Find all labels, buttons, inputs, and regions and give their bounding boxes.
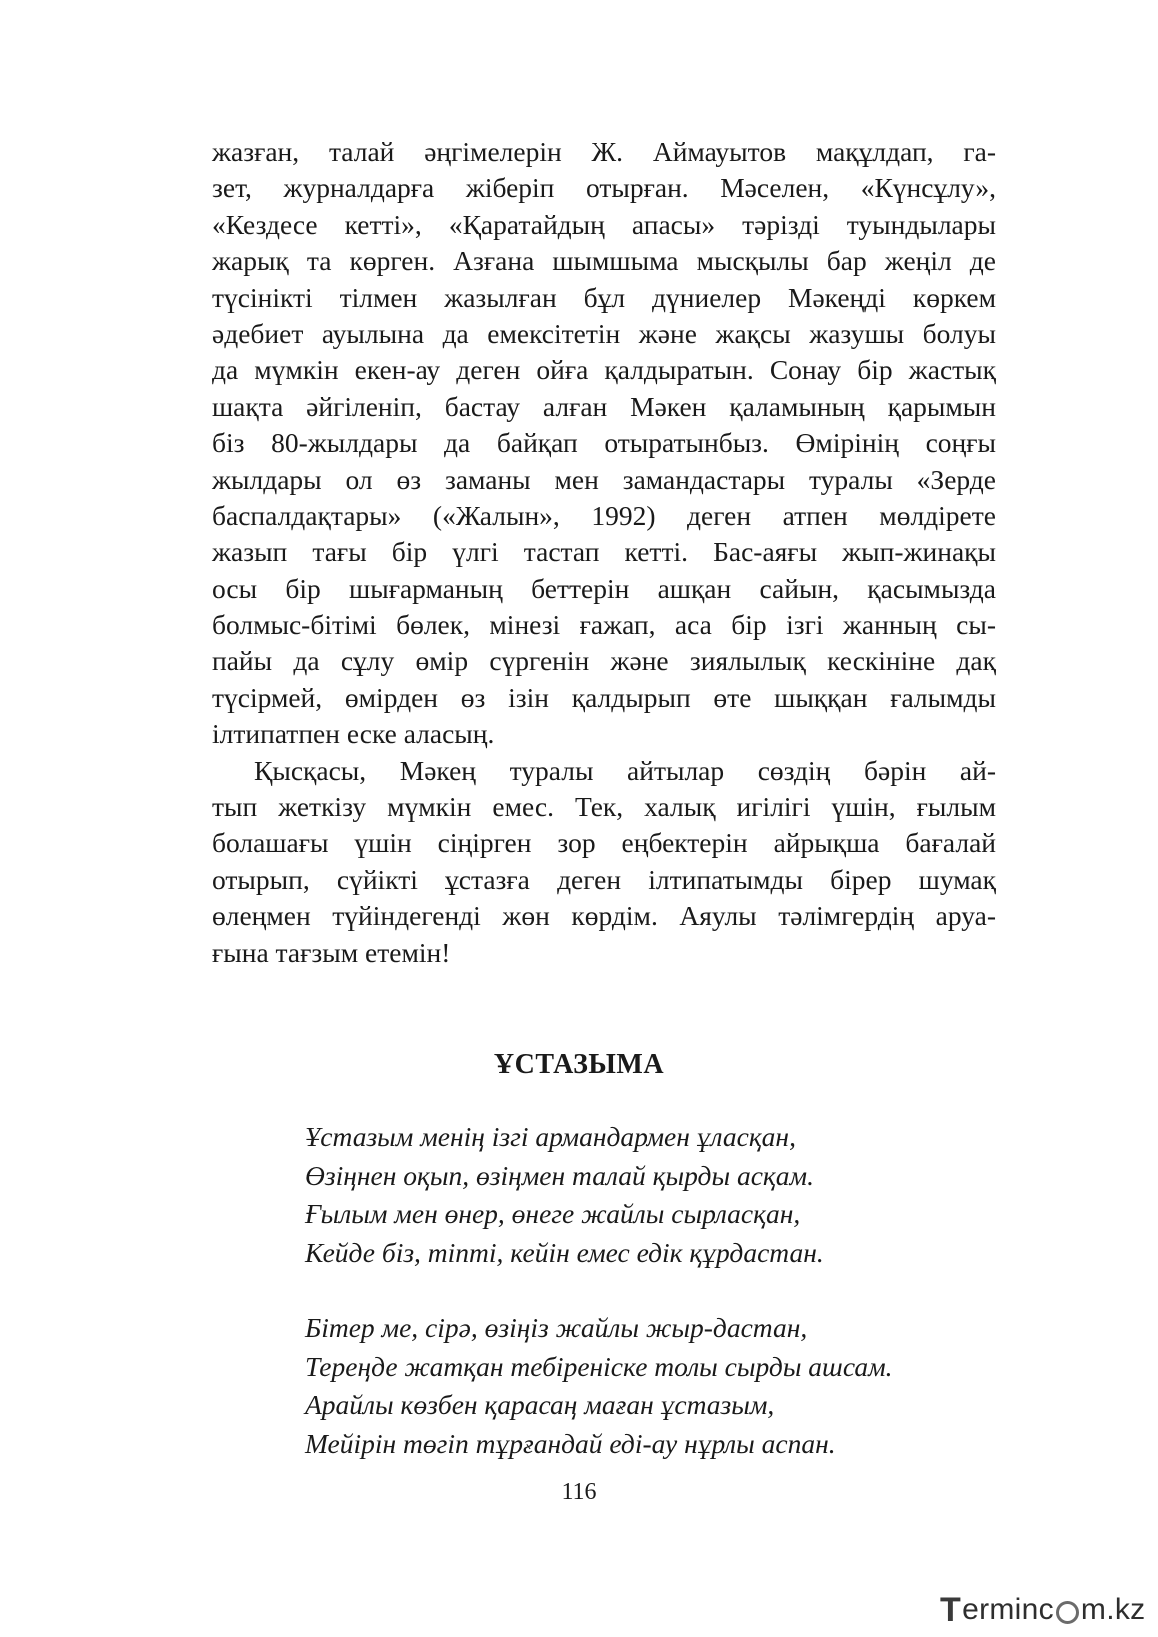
poem-line: Арайлы көзбен қарасаң маған ұстазым, [305, 1389, 775, 1420]
watermark-text-1: erminc [962, 1593, 1054, 1626]
text-line: түсірмей, өмірден өз ізін қалдырып өте шыққан ғалымды [212, 681, 996, 713]
watermark-text-2: m.kz [1080, 1593, 1146, 1626]
watermark-t: T [940, 1590, 962, 1629]
text-line: тып жеткізу мүмкін емес. Тек, халық игілігі үшін, ғылым [212, 791, 996, 823]
poem-line: Тереңде жатқан тебіреніске толы сырды ашсам. [305, 1350, 893, 1382]
text-line: жазған, талай әңгімелерін Ж. Аймауытов мақұлдап, га- [212, 136, 996, 167]
text-line: зет, журналдарға жіберіп отырған. Мәселен, «Күнсұлу», [212, 172, 996, 204]
body-text [212, 134, 996, 971]
text-line: болмыс-бітімі бөлек, мінезі ғажап, аса бір ізгі жанның сы- [212, 609, 996, 641]
poem-line: Өзіңнен оқып, өзіңмен талай қырды асқам. [305, 1159, 814, 1191]
text-line: өлеңмен түйіндегенді жөн көрдім. Аяулы тәлімгердің аруа- [212, 900, 996, 932]
text-line: пайы да сұлу өмір сүргенін және зиялылық кескініне дақ [212, 645, 996, 677]
text-line: Қысқасы, Мәкең туралы айтылар сөздің бәрін ай- [254, 754, 996, 786]
poem-line: Мейірін төгіп тұрғандай еді-ау нұрлы аспан. [305, 1427, 836, 1459]
ring-o-icon [1056, 1601, 1079, 1624]
text-line: әдебиет ауылына да емексітетін және жақсы жазушы болуы [212, 317, 996, 349]
text-line: шақта әйгіленіп, бастау алған Мәкен қаламының қарымын [212, 390, 996, 422]
text-line: жазып тағы бір үлгі тастап кетті. Бас-аяғы жып-жинақы [212, 536, 996, 568]
poem-line: Ұстазым менің ізгі армандармен ұласқан, [305, 1121, 796, 1152]
text-line: отырып, сүйікті ұстазға деген ілтипатымды бірер шумақ [212, 863, 996, 895]
poem-line: Кейде біз, тіпті, кейін емес едік құрдастан. [305, 1236, 824, 1268]
text-line: ілтипатпен еске аласың. [212, 718, 495, 750]
text-line: баспалдақтары» («Жалын», 1992) деген атпен мөлдірете [212, 499, 996, 531]
text-line: «Кездесе кетті», «Қаратайдың апасы» тәрізді туындылары [212, 208, 996, 240]
text-line: да мүмкін екен-ау деген ойға қалдыратын. Сонау бір жастық [212, 354, 996, 386]
poem-stanza-2 [305, 1309, 893, 1463]
text-line: жарық та көрген. Азғана шымшыма мысқылы бар жеңіл де [212, 245, 996, 277]
site-watermark-logo [940, 1590, 1145, 1630]
poem-line: Ғылым мен өнер, өнеге жайлы сырласқан, [305, 1198, 801, 1229]
poem-stanza-1 [305, 1118, 824, 1272]
poem-title: ҰСТАЗЫМА [493, 1049, 665, 1080]
text-line: түсінікті тілмен жазылған бұл дүниелер Мәкеңді көркем [212, 281, 996, 313]
text-line: ғына тағзым етемін! [212, 936, 451, 968]
text-line: жылдары ол өз заманы мен замандастары туралы «Зерде [212, 463, 996, 495]
text-line: болашағы үшін сіңірген зор еңбектерін айрықша бағалай [212, 827, 996, 859]
text-line: біз 80-жылдары да байқап отыратынбыз. Өмірінің соңғы [212, 427, 996, 459]
poem-line: Бітер ме, сірә, өзіңіз жайлы жыр-дастан, [305, 1312, 808, 1343]
page-number: 116 [561, 1479, 597, 1505]
text-line: осы бір шығарманың беттерін ашқан сайын, қасымызда [212, 572, 996, 604]
